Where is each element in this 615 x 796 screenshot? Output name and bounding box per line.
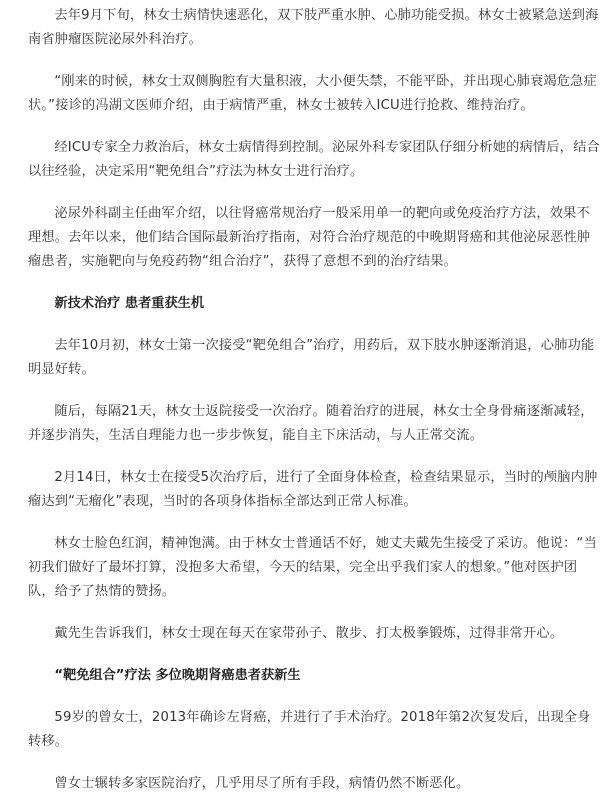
paragraph-4: 泌尿外科副主任曲军介绍，以往肾癌常规治疗一般采用单一的靶向或免疫治疗方法，效果不理想。去年以来，他们结合国际最新治疗指南，对符合治疗规范的中晚期肾癌和其他泌尿恶性肿瘤患者，实施靶向与免疫药物“组合治疗”，获得了意想不到的治疗结果。 (28, 206, 591, 269)
article-body (28, 0, 603, 796)
paragraph-9: 戴先生告诉我们，林女士现在每天在家带孙子、散步、打太极拳锻炼，过得非常开心。 (54, 626, 564, 641)
paragraph-3: 经ICU专家全力救治后，林女士病情得到控制。泌尿外科专家团队仔细分析她的病情后，结合以往经验，决定采用“靶免组合”疗法为林女士进行治疗。 (28, 140, 600, 179)
paragraph-7: 2月14日，林女士在接受5次治疗后，进行了全面身体检查，检查结果显示，当时的颅脑内肿瘤达到“无瘤化”表现，当时的各项身体指标全部达到正常人标准。 (28, 470, 598, 509)
paragraph-2: “刚来的时候，林女士双侧胸腔有大量积液，大小便失禁，不能平卧，并出现心肺衰竭危急症状。”接诊的冯湖文医师介绍，由于病情严重，林女士被转入ICU进行抢救、维持治疗。 (28, 74, 597, 113)
section-heading-2: “靶免组合”疗法 多位晚期肾癌患者获新生 (54, 668, 301, 683)
paragraph-6: 随后，每隔21天，林女士返院接受一次治疗。随着治疗的进展，林女士全身骨痛逐渐减轻，并逐步消失，生活自理能力也一步步恢复，能自主下床活动，与人正常交流。 (28, 404, 594, 443)
paragraph-11: 曾女士辗转多家医院治疗，几乎用尽了所有手段，病情仍然不断恶化。 (54, 776, 470, 791)
paragraph-1: 去年9月下旬，林女士病情快速恶化，双下肢严重水肿、心肺功能受损。林女士被紧急送到海南省肿瘤医院泌尿外科治疗。 (28, 8, 599, 47)
paragraph-5: 去年10月初，林女士第一次接受“靶免组合”治疗，用药后，双下肢水肿逐渐消退，心肺功能明显好转。 (28, 338, 595, 377)
paragraph-8: 林女士脸色红润，精神饱满。由于林女士普通话不好，她丈夫戴先生接受了采访。他说：“当初我们做好了最坏打算，没抱多大希望，今天的结果，完全出乎我们家人的想象。”他对医护团队，给予了热情的赞扬。 (28, 536, 597, 599)
section-heading-1: 新技术治疗 患者重获生机 (54, 296, 205, 311)
paragraph-10: 59岁的曾女士，2013年确诊左肾癌，并进行了手术治疗。2018年第2次复发后，出现全身转移。 (28, 710, 591, 749)
